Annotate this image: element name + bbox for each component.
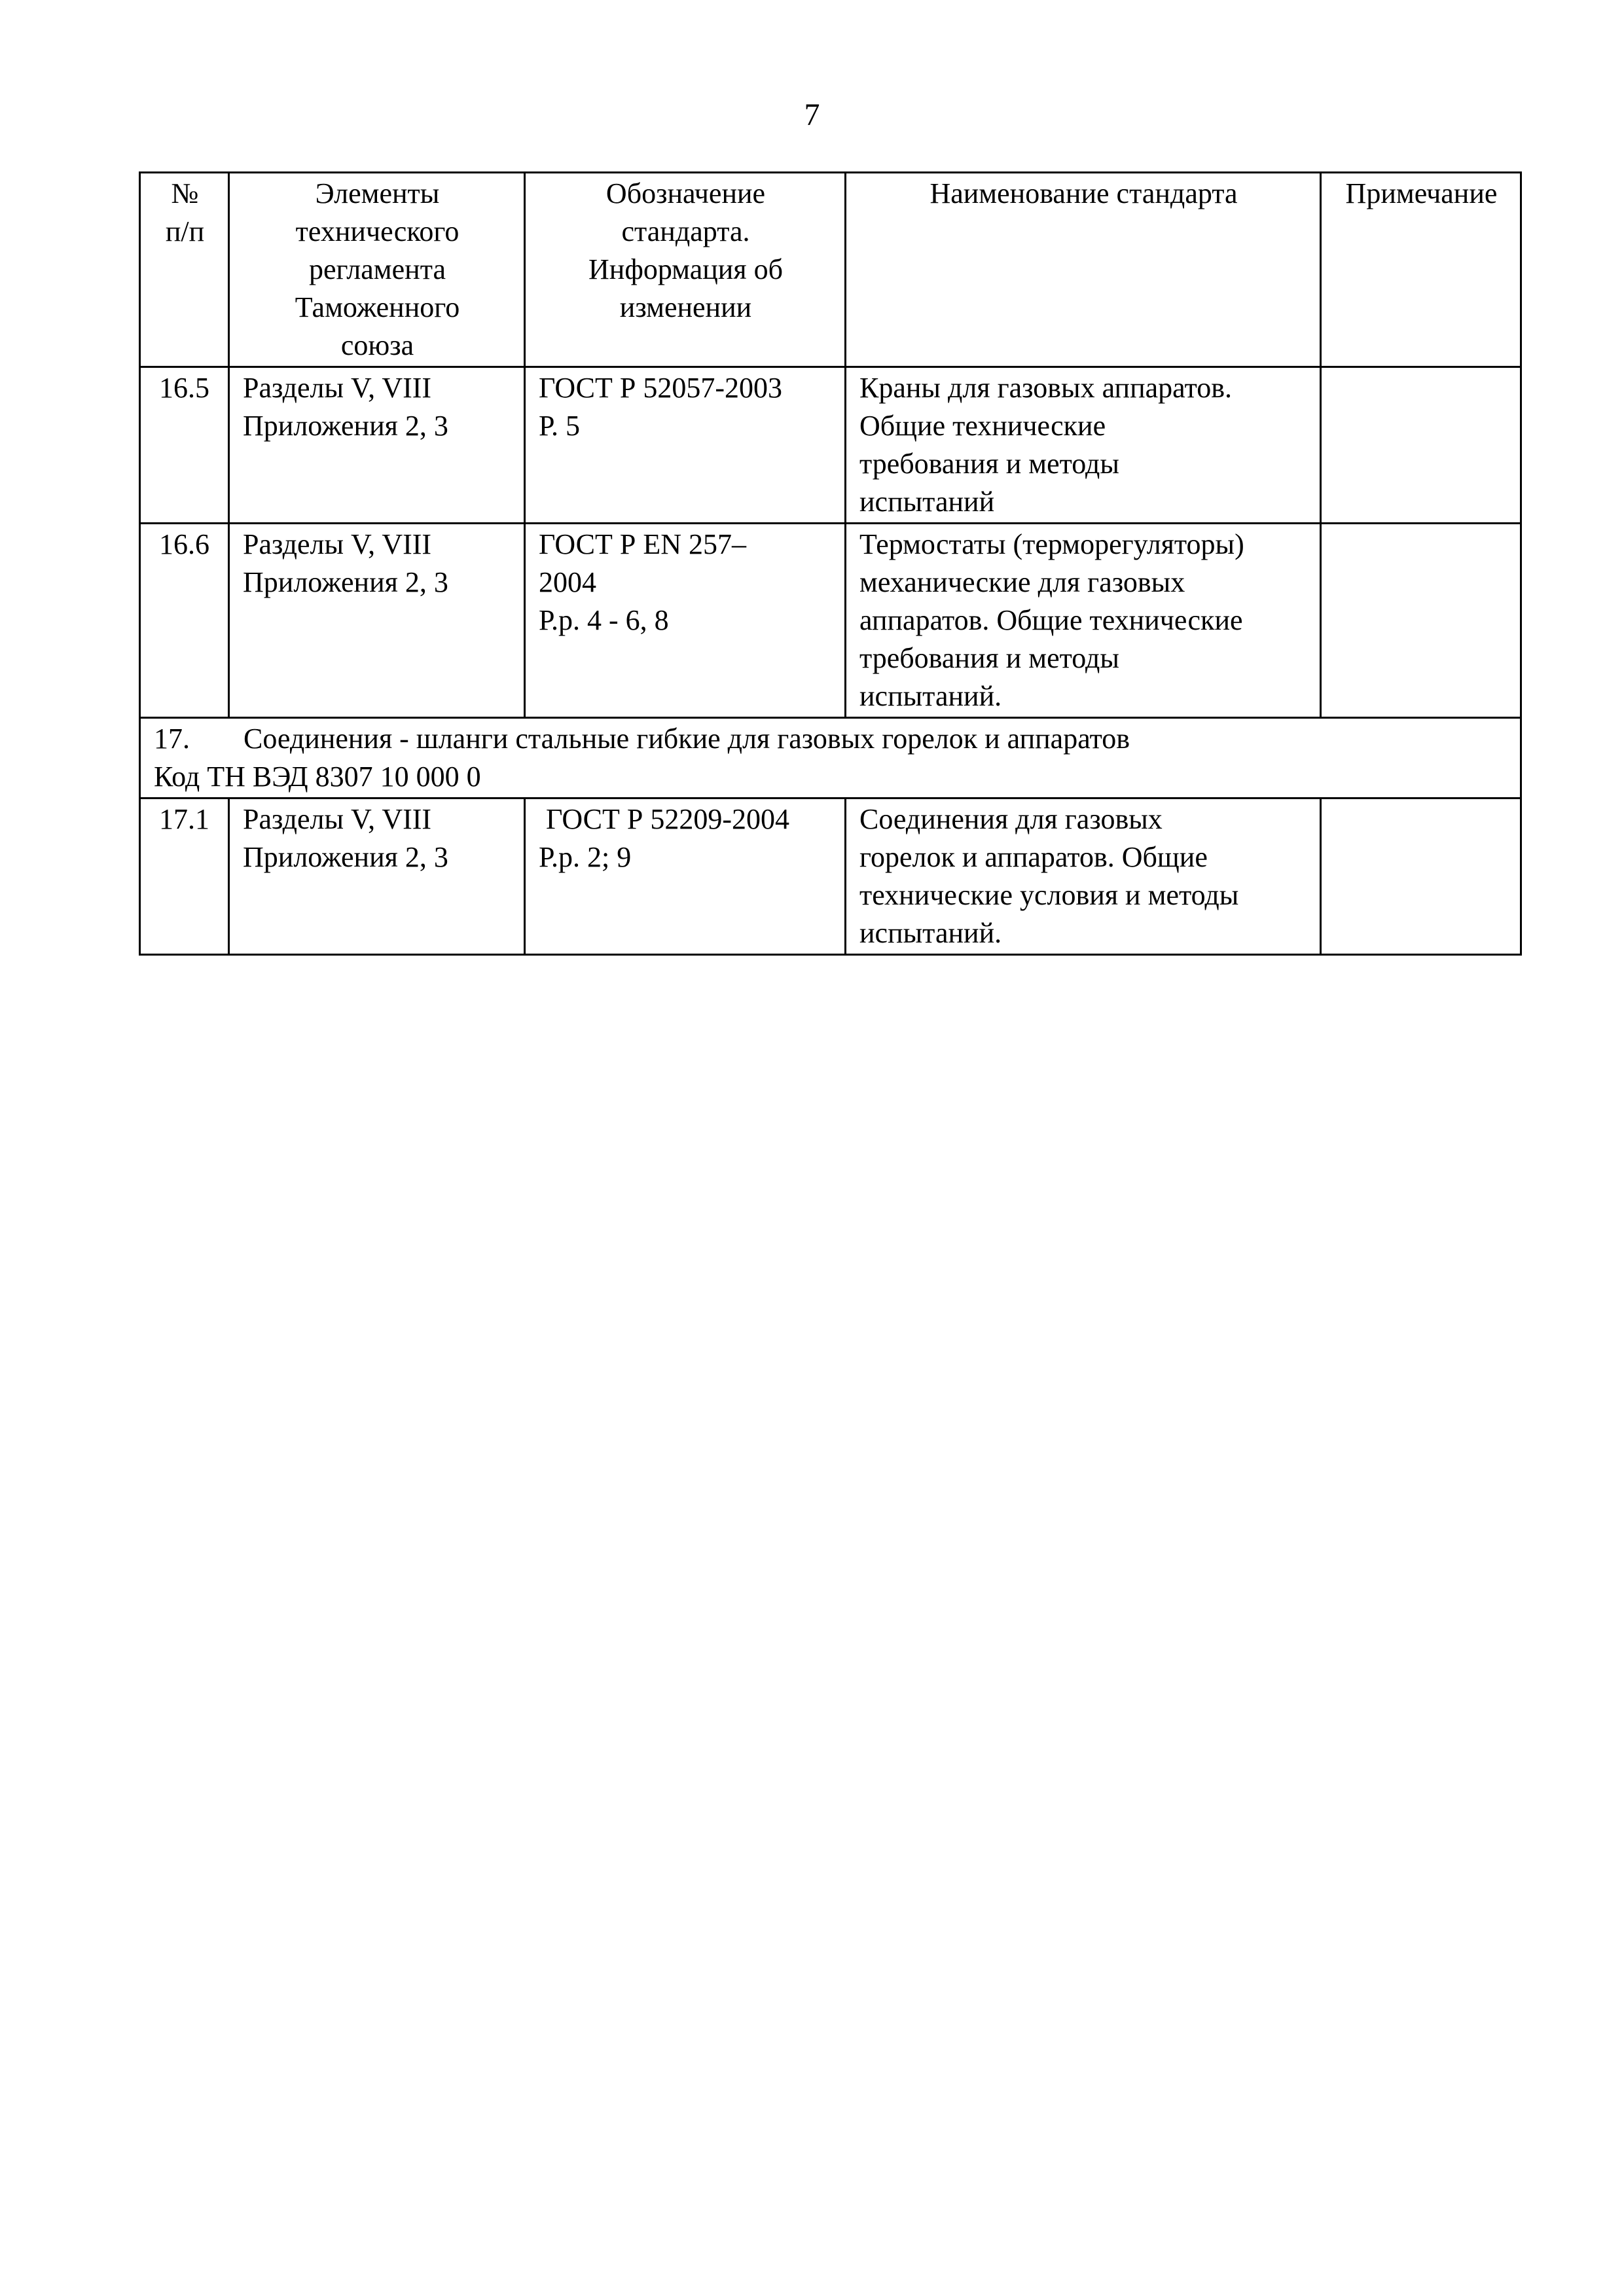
row-note <box>1321 798 1521 955</box>
row-elements: Разделы V, VIII Приложения 2, 3 <box>229 798 525 955</box>
row-designation: ГОСТ Р 52209-2004 Р.р. 2; 9 <box>525 798 846 955</box>
row-number: 17.1 <box>140 798 229 955</box>
section-row <box>140 718 1521 798</box>
row-number: 16.6 <box>140 524 229 718</box>
standards-table <box>139 171 1522 956</box>
section-cell <box>140 718 1521 798</box>
row-note <box>1321 524 1521 718</box>
row-note <box>1321 367 1521 524</box>
table-row <box>140 367 1521 524</box>
page-number: 7 <box>804 98 820 132</box>
header-designation: Обозначение стандарта. Информация об изменении <box>525 173 846 367</box>
row-designation: ГОСТ Р 52057-2003 Р. 5 <box>525 367 846 524</box>
section-number: 17. <box>154 723 190 755</box>
row-elements: Разделы V, VIII Приложения 2, 3 <box>229 524 525 718</box>
row-designation: ГОСТ Р EN 257– 2004 Р.р. 4 - 6, 8 <box>525 524 846 718</box>
row-number: 16.5 <box>140 367 229 524</box>
row-standard-name: Краны для газовых аппаратов. Общие технические требования и методы испытаний <box>846 367 1321 524</box>
table-row <box>140 798 1521 955</box>
header-number: № п/п <box>140 173 229 367</box>
row-elements: Разделы V, VIII Приложения 2, 3 <box>229 367 525 524</box>
header-standard-name: Наименование стандарта <box>846 173 1321 367</box>
section-code: Код ТН ВЭД 8307 10 000 0 <box>154 761 481 793</box>
table-header-row <box>140 173 1521 367</box>
header-note: Примечание <box>1321 173 1521 367</box>
row-standard-name: Соединения для газовых горелок и аппаратов. Общие технические условия и методы испытаний. <box>846 798 1321 955</box>
header-elements: Элементы технического регламента Таможенного союза <box>229 173 525 367</box>
row-standard-name: Термостаты (терморегуляторы) механические для газовых аппаратов. Общие технические требования и методы испытаний. <box>846 524 1321 718</box>
table-row <box>140 524 1521 718</box>
section-title: Соединения - шланги стальные гибкие для газовых горелок и аппаратов <box>244 723 1130 755</box>
